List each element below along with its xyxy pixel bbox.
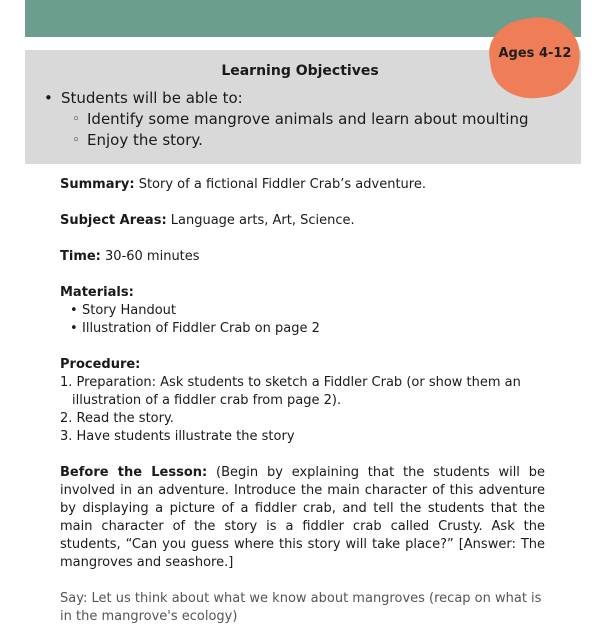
objective-item: ◦ Enjoy the story.: [44, 130, 528, 151]
time-text: 30-60 minutes: [100, 249, 200, 264]
procedure-label: Procedure:: [60, 357, 141, 372]
before-lesson-label: Before the Lesson:: [60, 465, 208, 480]
before-lesson-paragraph: [60, 464, 545, 572]
lesson-body: [60, 176, 545, 572]
summary-paragraph: [60, 176, 545, 194]
subject-areas-paragraph: [60, 212, 545, 230]
materials-item: • Story Handout: [60, 302, 545, 320]
subject-areas-text: Language arts, Art, Science.: [166, 213, 355, 228]
subject-areas-label: Subject Areas:: [60, 213, 167, 228]
procedure-step: 2. Read the story.: [60, 411, 174, 426]
materials-item: • Illustration of Fiddler Crab on page 2: [60, 320, 545, 338]
ages-badge-label: Ages 4-12: [498, 46, 572, 61]
objectives-intro: • Students will be able to:: [44, 88, 528, 109]
procedure-step: 1. Preparation: Ask students to sketch a Fiddler Crab (or show them an: [60, 375, 521, 390]
objective-item: ◦ Identify some mangrove animals and learn about moulting: [44, 109, 528, 130]
summary-text: Story of a fictional Fiddler Crab’s adventure.: [134, 177, 426, 192]
time-label: Time:: [60, 249, 101, 264]
summary-label: Summary:: [60, 177, 135, 192]
materials-label: Materials:: [60, 285, 134, 300]
learning-objectives-title: Learning Objectives: [221, 63, 379, 79]
cut-off-paragraph: Say: Let us think about what we know about mangroves (recap on what is in the mangrove's ecology): [60, 591, 542, 624]
materials-list: [60, 302, 545, 338]
before-lesson-text: (Begin by explaining that the students will be involved in an adventure. Introduce the main character of this adventure by displaying a picture of a fiddler crab, and tell the students that the main character of the story is a fiddler crab called Crusty. Ask the students, “Can you guess where this story will take place?” [Answer: The mangroves and seashore.]: [60, 465, 545, 570]
objectives-list: [44, 88, 528, 151]
procedure-step-continued: illustration of a fiddler crab from page 2).: [72, 393, 342, 408]
time-paragraph: [60, 248, 545, 266]
procedure-step: 3. Have students illustrate the story: [60, 429, 295, 444]
